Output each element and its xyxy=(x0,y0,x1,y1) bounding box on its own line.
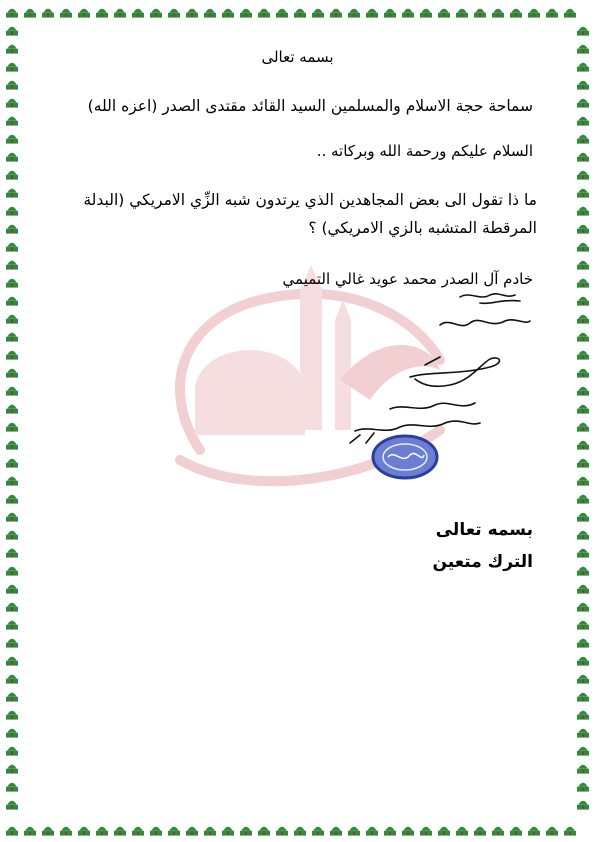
letter-addressee: سماحة حجة الاسلام والمسلمين السيد القائد مقتدى الصدر (اعزه الله) xyxy=(87,97,533,115)
seal-stamp xyxy=(373,436,437,478)
handwritten-signature xyxy=(330,285,540,485)
reply-ruling: الترك متعين xyxy=(432,552,533,572)
reply-heading: بسمه تعالى xyxy=(435,520,533,540)
letter-question: ما ذا تقول الى بعض المجاهدين الذي يرتدون شبه الزِّي الامريكي (البدلة المرقطة المتشبه بالزي الامريكي) ؟ xyxy=(83,191,537,237)
letter-greeting: السلام عليكم ورحمة الله وبركاته .. xyxy=(316,142,533,160)
letter-sender: خادم آل الصدر محمد عويد غالي التميمي xyxy=(282,270,533,288)
letter-heading: بسمه تعالى xyxy=(261,48,334,66)
